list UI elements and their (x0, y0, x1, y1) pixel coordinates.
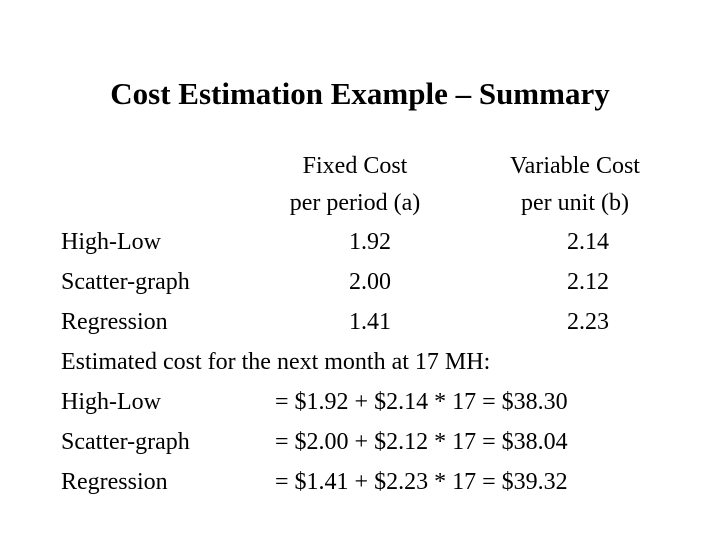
method-label: Regression (61, 309, 168, 335)
cost-formula: = $1.92 + $2.14 * 17 = $38.30 (275, 389, 568, 415)
variable-cost-value: 2.12 (567, 269, 609, 295)
method-label: High-Low (61, 389, 161, 415)
header-fixed-cost: Fixed Cost (302, 153, 408, 179)
method-label: Regression (61, 469, 168, 495)
header-variable-per-unit: per unit (b) (521, 190, 629, 216)
variable-cost-value: 2.23 (567, 309, 609, 335)
fixed-cost-value: 1.92 (349, 229, 391, 255)
cost-formula: = $1.41 + $2.23 * 17 = $39.32 (275, 469, 568, 495)
variable-cost-value: 2.14 (567, 229, 609, 255)
cost-formula: = $2.00 + $2.12 * 17 = $38.04 (275, 429, 568, 455)
header-fixed-per-period: per period (a) (289, 190, 421, 216)
method-label: Scatter-graph (61, 269, 190, 295)
slide-title: Cost Estimation Example – Summary (110, 76, 610, 111)
fixed-cost-value: 2.00 (349, 269, 391, 295)
header-variable-cost: Variable Cost (510, 153, 640, 179)
method-label: High-Low (61, 229, 161, 255)
estimate-heading: Estimated cost for the next month at 17 MH: (61, 349, 491, 375)
method-label: Scatter-graph (61, 429, 190, 455)
fixed-cost-value: 1.41 (349, 309, 391, 335)
